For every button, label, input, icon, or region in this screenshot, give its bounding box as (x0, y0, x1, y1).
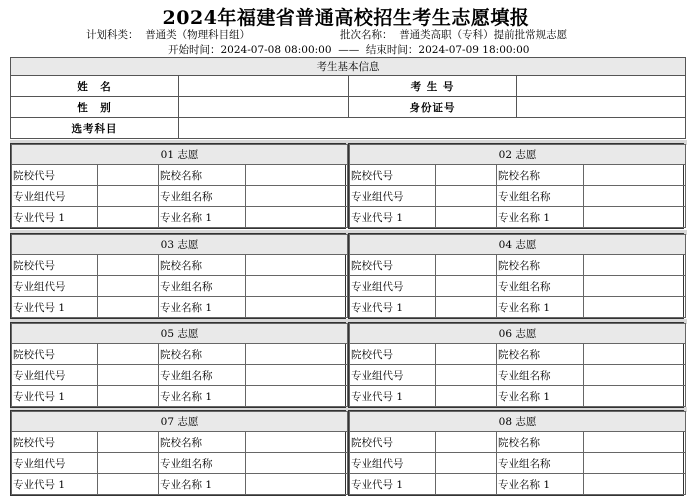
wish-table (11, 234, 348, 318)
group-code-field[interactable] (436, 276, 497, 297)
group-code-label: 专业组代号 (350, 276, 436, 297)
name-label: 姓 名 (11, 76, 179, 97)
group-code-label: 专业组代号 (12, 365, 98, 386)
end-value: 2024-07-09 18:00:00 (418, 44, 530, 56)
wish-block (10, 410, 346, 496)
major-code-label: 专业代号 1 (12, 386, 98, 407)
group-code-field[interactable] (436, 365, 497, 386)
group-name-field[interactable] (246, 186, 348, 207)
major-name-field[interactable] (584, 386, 686, 407)
wish-title: 06 志愿 (350, 324, 686, 344)
school-code-field[interactable] (98, 432, 159, 453)
school-name-field[interactable] (246, 255, 348, 276)
plan-value: 普通类（物理科目组） (145, 29, 251, 41)
group-code-field[interactable] (436, 453, 497, 474)
school-code-label: 院校代号 (350, 344, 436, 365)
group-name-label: 专业组名称 (497, 276, 584, 297)
major-name-label: 专业名称 1 (159, 207, 246, 228)
school-name-field[interactable] (584, 255, 686, 276)
school-name-label: 院校名称 (497, 432, 584, 453)
major-code-field[interactable] (436, 474, 497, 495)
school-code-label: 院校代号 (12, 165, 98, 186)
group-name-label: 专业组名称 (497, 453, 584, 474)
wish-title: 04 志愿 (350, 235, 686, 255)
school-code-label: 院校代号 (12, 344, 98, 365)
group-name-label: 专业组名称 (159, 186, 246, 207)
time-range (168, 42, 529, 57)
school-code-field[interactable] (436, 432, 497, 453)
major-name-label: 专业名称 1 (497, 474, 584, 495)
basic-info-table (10, 57, 686, 139)
group-code-label: 专业组代号 (12, 453, 98, 474)
group-name-field[interactable] (584, 365, 686, 386)
school-name-label: 院校名称 (497, 255, 584, 276)
school-name-field[interactable] (584, 165, 686, 186)
group-name-field[interactable] (246, 365, 348, 386)
major-name-label: 专业名称 1 (159, 297, 246, 318)
school-name-label: 院校名称 (159, 255, 246, 276)
major-code-field[interactable] (98, 207, 159, 228)
school-name-label: 院校名称 (497, 165, 584, 186)
id-label: 身份证号 (349, 97, 517, 118)
group-name-field[interactable] (246, 276, 348, 297)
group-name-field[interactable] (584, 453, 686, 474)
school-code-label: 院校代号 (350, 432, 436, 453)
wish-block (348, 143, 684, 229)
wish-title: 02 志愿 (350, 145, 686, 165)
major-name-field[interactable] (246, 474, 348, 495)
wish-title: 03 志愿 (12, 235, 348, 255)
school-code-field[interactable] (98, 255, 159, 276)
batch-label: 批次名称： (340, 29, 393, 41)
group-name-field[interactable] (584, 276, 686, 297)
group-code-label: 专业组代号 (350, 453, 436, 474)
wish-table (11, 411, 348, 495)
school-code-label: 院校代号 (350, 165, 436, 186)
group-code-label: 专业组代号 (350, 186, 436, 207)
school-name-label: 院校名称 (159, 344, 246, 365)
plan-label: 计划科类： (86, 29, 139, 41)
major-code-label: 专业代号 1 (12, 297, 98, 318)
start-label: 开始时间： (168, 44, 221, 56)
batch-name (340, 27, 567, 42)
group-code-label: 专业组代号 (12, 186, 98, 207)
group-code-field[interactable] (436, 186, 497, 207)
wish-block (10, 322, 346, 408)
wish-block (348, 322, 684, 408)
end-label: 结束时间： (365, 44, 419, 56)
gender-field[interactable] (179, 97, 349, 118)
gender-label: 性 别 (11, 97, 179, 118)
school-name-field[interactable] (584, 344, 686, 365)
school-code-field[interactable] (436, 255, 497, 276)
school-name-label: 院校名称 (159, 165, 246, 186)
exam-no-label: 考 生 号 (349, 76, 517, 97)
major-code-field[interactable] (436, 207, 497, 228)
school-name-label: 院校名称 (159, 432, 246, 453)
school-code-field[interactable] (98, 165, 159, 186)
group-name-label: 专业组名称 (497, 365, 584, 386)
school-code-label: 院校代号 (350, 255, 436, 276)
major-code-label: 专业代号 1 (12, 474, 98, 495)
school-code-label: 院校代号 (12, 255, 98, 276)
wish-block (10, 143, 346, 229)
basic-info-header: 考生基本信息 (11, 58, 686, 76)
major-name-label: 专业名称 1 (497, 386, 584, 407)
group-name-label: 专业组名称 (497, 186, 584, 207)
group-code-field[interactable] (98, 186, 159, 207)
exam-no-field[interactable] (517, 76, 686, 97)
plan-category (86, 27, 250, 42)
school-name-label: 院校名称 (497, 344, 584, 365)
school-name-field[interactable] (246, 165, 348, 186)
wish-table (349, 411, 686, 495)
school-name-field[interactable] (246, 344, 348, 365)
group-name-field[interactable] (246, 453, 348, 474)
major-code-field[interactable] (436, 297, 497, 318)
wish-table (349, 323, 686, 407)
wish-block (10, 233, 346, 319)
group-name-label: 专业组名称 (159, 276, 246, 297)
major-code-label: 专业代号 1 (350, 474, 436, 495)
major-code-label: 专业代号 1 (350, 386, 436, 407)
major-name-field[interactable] (584, 474, 686, 495)
major-name-field[interactable] (584, 207, 686, 228)
major-code-label: 专业代号 1 (350, 297, 436, 318)
school-name-field[interactable] (246, 432, 348, 453)
wish-title: 08 志愿 (350, 412, 686, 432)
group-code-label: 专业组代号 (350, 365, 436, 386)
major-code-field[interactable] (98, 297, 159, 318)
page-title: 2024年福建省普通高校招生考生志愿填报 (162, 7, 530, 29)
group-code-field[interactable] (98, 365, 159, 386)
major-code-field[interactable] (98, 474, 159, 495)
major-name-field[interactable] (246, 207, 348, 228)
major-name-label: 专业名称 1 (159, 474, 246, 495)
dash: —— (338, 44, 360, 56)
subjects-field[interactable] (179, 118, 686, 139)
wish-table (349, 234, 686, 318)
wish-title: 05 志愿 (12, 324, 348, 344)
major-name-label: 专业名称 1 (159, 386, 246, 407)
wish-block (348, 233, 684, 319)
major-name-field[interactable] (584, 297, 686, 318)
subjects-label: 选考科目 (11, 118, 179, 139)
group-name-label: 专业组名称 (159, 453, 246, 474)
major-name-field[interactable] (246, 386, 348, 407)
major-code-label: 专业代号 1 (12, 207, 98, 228)
wish-title: 07 志愿 (12, 412, 348, 432)
wish-table (11, 144, 348, 228)
major-name-label: 专业名称 1 (497, 207, 584, 228)
group-name-field[interactable] (584, 186, 686, 207)
group-code-field[interactable] (98, 276, 159, 297)
major-name-field[interactable] (246, 297, 348, 318)
id-field[interactable] (517, 97, 686, 118)
wish-table (11, 323, 348, 407)
school-name-field[interactable] (584, 432, 686, 453)
school-code-field[interactable] (98, 344, 159, 365)
school-code-field[interactable] (436, 165, 497, 186)
name-field[interactable] (179, 76, 349, 97)
school-code-label: 院校代号 (12, 432, 98, 453)
major-code-field[interactable] (98, 386, 159, 407)
basic-info-section (10, 57, 685, 139)
school-code-field[interactable] (436, 344, 497, 365)
wish-title: 01 志愿 (12, 145, 348, 165)
start-value: 2024-07-08 08:00:00 (220, 44, 332, 56)
group-name-label: 专业组名称 (159, 365, 246, 386)
wish-table (349, 144, 686, 228)
wish-block (348, 410, 684, 496)
major-name-label: 专业名称 1 (497, 297, 584, 318)
group-code-label: 专业组代号 (12, 276, 98, 297)
major-code-field[interactable] (436, 386, 497, 407)
batch-value: 普通类高职（专科）提前批常规志愿 (399, 29, 568, 41)
group-code-field[interactable] (98, 453, 159, 474)
major-code-label: 专业代号 1 (350, 207, 436, 228)
